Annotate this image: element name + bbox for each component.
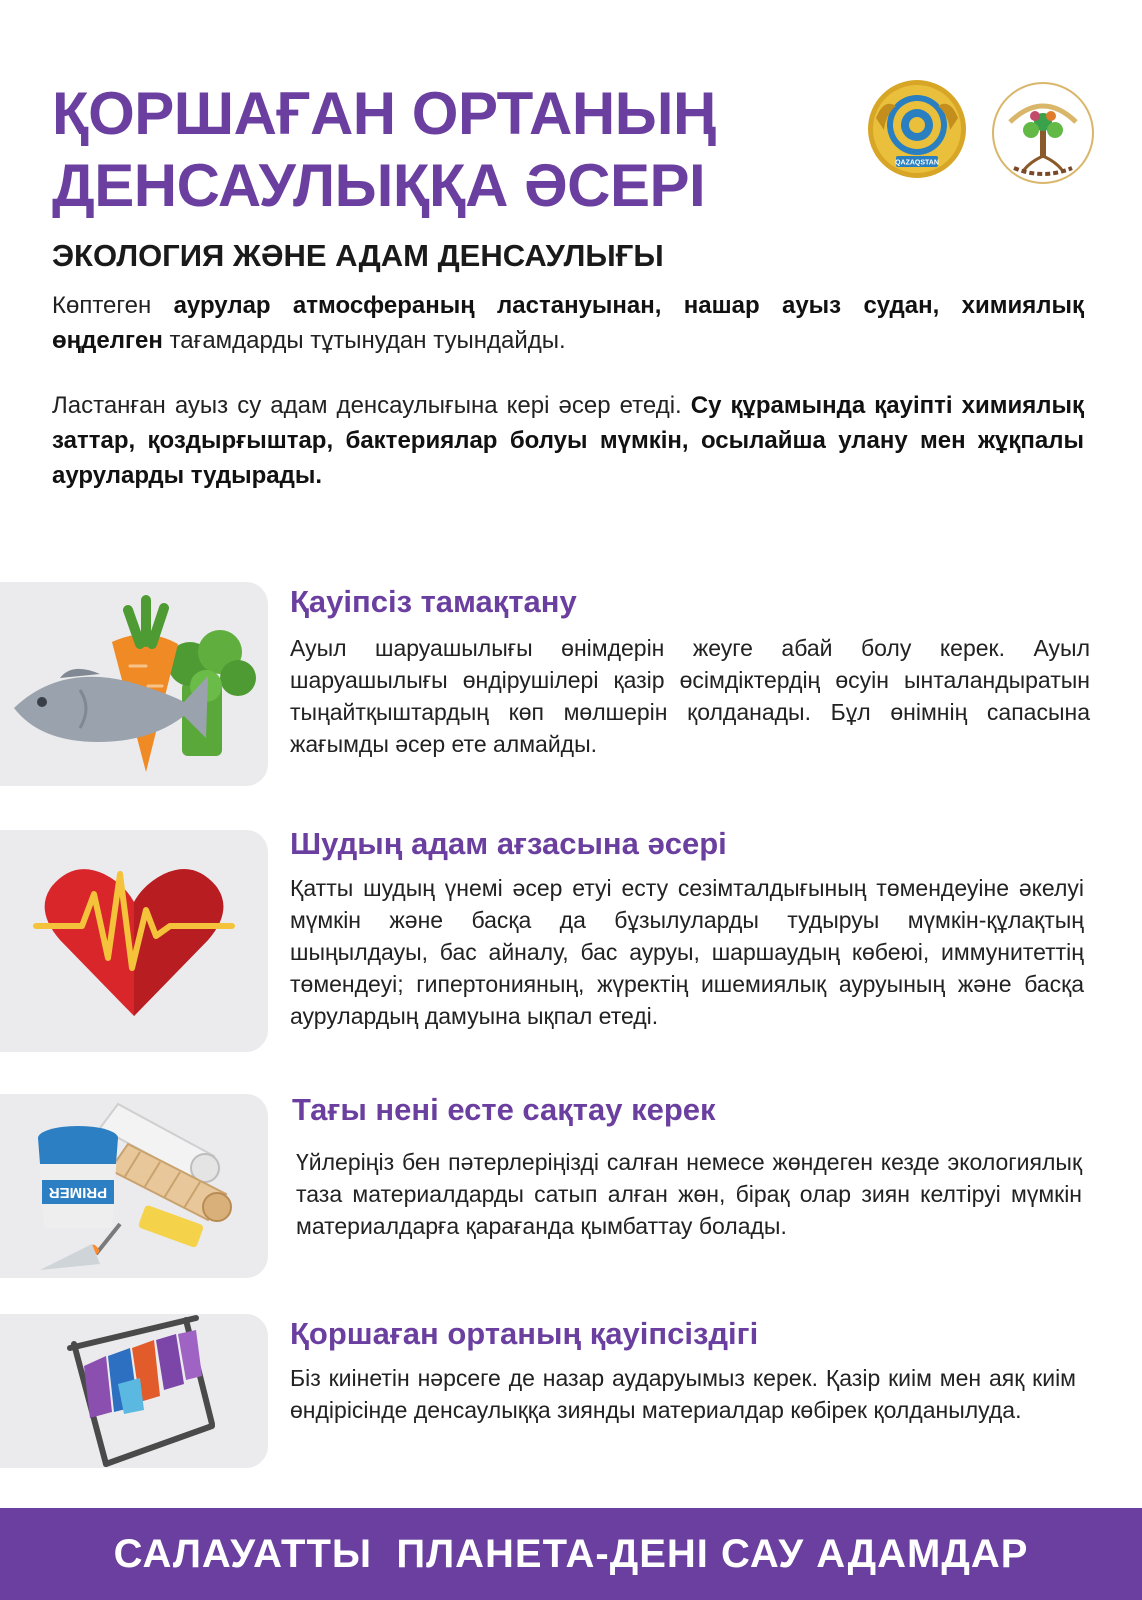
clothes-rack-icon xyxy=(0,1314,268,1468)
materials-illustration-card xyxy=(0,1094,268,1278)
emblem-text: QAZAQSTAN xyxy=(895,159,939,167)
intro-p2-bold: Су құрамында қауіпті химиялық заттар, қоздырғыштар, бактериялар болуы мүмкін, осылайша улану мен жұқпалы ауруларды тудырады. xyxy=(52,392,1084,489)
heart-illustration-card xyxy=(0,830,268,1052)
section-title-environment-safety: Қоршаған ортаның қауіпсіздігі xyxy=(290,1316,759,1351)
section-body-safe-food: Ауыл шаруашылығы өнімдерін жеуге абай болу керек. Ауыл шаруашылығы өндірушілері қазір өсімдіктердің өсуін ынталандыратын тыңайтқыштардың көп мөлшерін қолданады. Бұл өнімнің сапасына жағымды әсер ете алмайды. xyxy=(290,635,1090,757)
food-illustration-card xyxy=(0,582,268,786)
page-title-line-2: ДЕНСАУЛЫҚҚА ӘСЕРІ xyxy=(52,152,706,219)
intro-p2-start: Ластанған ауыз су адам денсаулығына кері әсер етеді. xyxy=(52,392,691,419)
page-title xyxy=(52,78,812,222)
state-emblem-icon xyxy=(866,78,968,180)
section-body-remember: Үйлеріңіз бен пәтерлеріңізді салған немесе жөндеген кезде экологиялық таза материалдарды сатып алған жөн, бірақ олар зиян келтіруі мүмкін материалдарға қарағанда қымбаттау болады. xyxy=(296,1149,1082,1239)
heart-pulse-icon xyxy=(0,830,268,1052)
organization-logo-icon xyxy=(990,80,1096,186)
paint-rolls-icon xyxy=(0,1094,268,1278)
paint-bucket-label: PRIMER xyxy=(48,1184,108,1201)
section-body-noise: Қатты шудың үнемі әсер етуі есту сезімталдығының төмендеуіне әкелуі мүмкін және басқа да бұзылуларды тудыруы мүмкін-құлақтың шыңылдауы, бас айналу, бас ауруы, шаршаудың көбеюі, иммунитеттің төмендеуі; гипертонияның, жүректің ишемиялық ауруының және басқа аурулардың дамуына ықпал етеді. xyxy=(290,875,1084,1029)
intro-p1-end: тағамдарды тұтынудан туындайды. xyxy=(162,327,566,354)
section-subtitle: ЭКОЛОГИЯ ЖӘНЕ АДАМ ДЕНСАУЛЫҒЫ xyxy=(52,238,664,273)
intro-paragraph-1 xyxy=(52,288,1084,358)
page-title-line-1: ҚОРШАҒАН ОРТАНЫҢ xyxy=(52,80,716,147)
intro-p1-bold: аурулар атмосфераның ластануынан, нашар ауыз судан, химиялық өңделген xyxy=(52,292,1085,354)
section-title-safe-food: Қауіпсіз тамақтану xyxy=(290,584,577,619)
intro-p1-start: Көптеген xyxy=(52,292,174,319)
vegetables-fish-icon xyxy=(0,582,268,786)
section-body-environment-safety: Біз киінетін нәрсеге де назар аударуымыз керек. Қазір киім мен аяқ киім өндірісінде денсаулыққа зиянды материалдар көбірек қолданылуда. xyxy=(290,1365,1076,1423)
clothing-illustration-card xyxy=(0,1314,268,1468)
section-title-remember: Тағы нені есте сақтау керек xyxy=(292,1092,716,1127)
section-title-noise: Шудың адам ағзасына әсері xyxy=(290,826,727,861)
intro-paragraph-2 xyxy=(52,388,1084,493)
footer-banner: САЛАУАТТЫ ПЛАНЕТА-ДЕНІ САУ АДАМДАР xyxy=(0,1508,1142,1600)
